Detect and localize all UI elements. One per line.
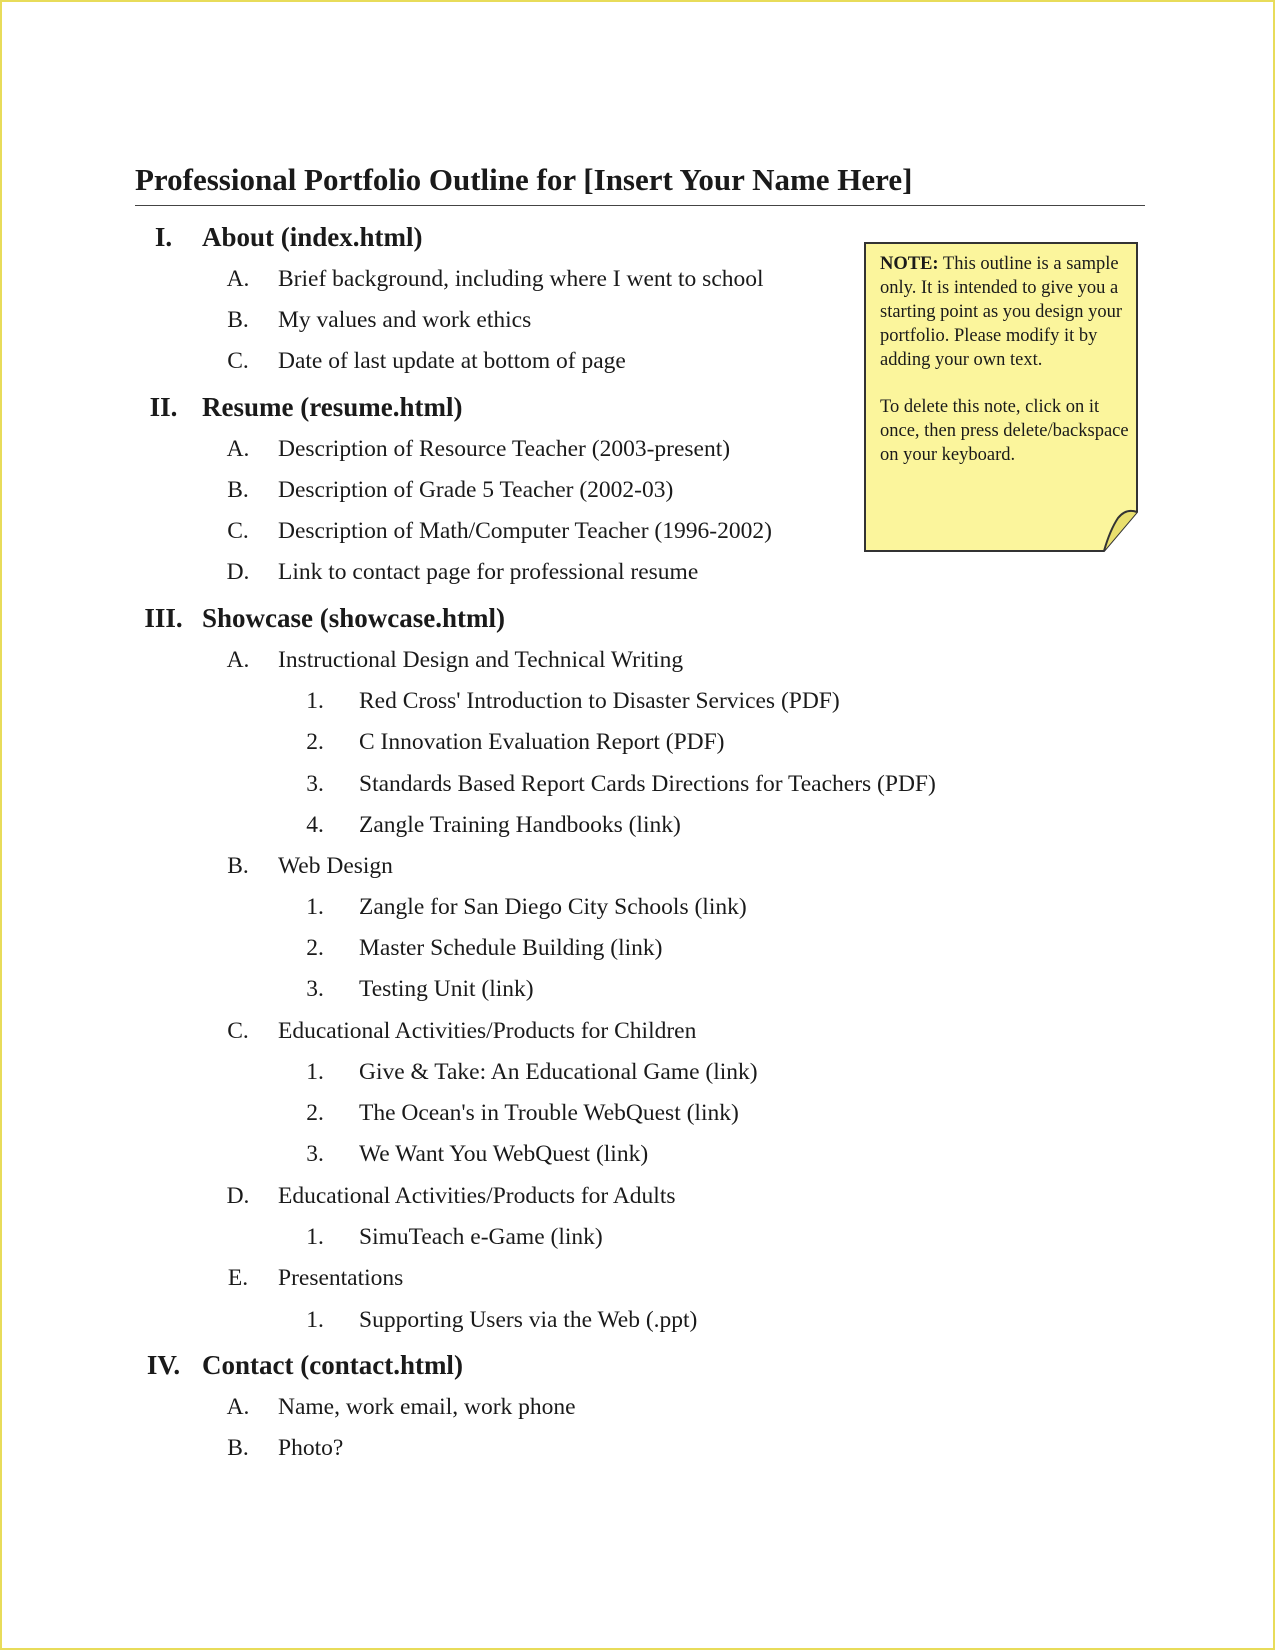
- item-text: Date of last update at bottom of page: [278, 348, 626, 374]
- item-marker: A.: [226, 647, 250, 673]
- title-divider: [135, 205, 1145, 206]
- item-text: My values and work ethics: [278, 307, 532, 333]
- item-marker: B.: [227, 1435, 249, 1461]
- item-marker: D.: [226, 559, 250, 585]
- section-title: Contact (contact.html): [202, 1350, 463, 1380]
- section-title: Resume (resume.html): [202, 392, 463, 422]
- item-marker: 3.: [306, 976, 324, 1002]
- item-text: Description of Math/Computer Teacher (1996-2002): [278, 518, 772, 544]
- item-text: Instructional Design and Technical Writing: [278, 647, 684, 673]
- item-text: Description of Resource Teacher (2003-present): [278, 436, 731, 462]
- item-marker: A.: [226, 1394, 250, 1420]
- item-marker: B.: [227, 307, 249, 333]
- section-marker: II.: [149, 392, 178, 422]
- sticky-note[interactable]: [864, 242, 1138, 552]
- item-marker: 2.: [306, 729, 324, 755]
- item-text: Photo?: [278, 1435, 344, 1461]
- item-text: The Ocean's in Trouble WebQuest (link): [359, 1100, 739, 1126]
- item-text: Link to contact page for professional resume: [278, 559, 699, 585]
- item-text: C Innovation Evaluation Report (PDF): [359, 729, 725, 755]
- item-marker: C.: [227, 1018, 249, 1044]
- page-title: Professional Portfolio Outline for [Insert Your Name Here]: [135, 162, 913, 197]
- item-marker: 3.: [306, 771, 324, 797]
- item-marker: A.: [226, 436, 250, 462]
- item-text: Educational Activities/Products for Children: [278, 1018, 697, 1044]
- item-marker: 4.: [306, 812, 324, 838]
- section-title: About (index.html): [202, 222, 423, 252]
- item-marker: 1.: [306, 1307, 324, 1333]
- item-text: Give & Take: An Educational Game (link): [359, 1059, 758, 1085]
- item-marker: C.: [227, 518, 249, 544]
- item-text: Supporting Users via the Web (.ppt): [359, 1307, 698, 1333]
- note-label: NOTE:: [880, 254, 939, 274]
- note-paragraph-2: To delete this note, click on it once, then press delete/backspace on your keyboard.: [880, 397, 1129, 465]
- item-text: Red Cross' Introduction to Disaster Services (PDF): [359, 688, 840, 714]
- item-text: Master Schedule Building (link): [359, 935, 663, 961]
- item-marker: D.: [226, 1183, 250, 1209]
- section-marker: III.: [144, 603, 183, 633]
- note-body-text: This outline is a sample only. It is intended to give you a starting point as you design your portfolio. Please modify it by adding your own text.: [880, 254, 1123, 370]
- item-text: Standards Based Report Cards Directions for Teachers (PDF): [359, 771, 936, 797]
- item-text: Name, work email, work phone: [278, 1394, 576, 1420]
- item-marker: 1.: [306, 1224, 324, 1250]
- section-marker: IV.: [146, 1350, 181, 1380]
- item-marker: 1.: [306, 688, 324, 714]
- item-marker: C.: [227, 348, 249, 374]
- item-text: Zangle Training Handbooks (link): [359, 812, 681, 838]
- section-marker: I.: [154, 222, 173, 252]
- item-marker: A.: [226, 266, 250, 292]
- item-text: Testing Unit (link): [359, 976, 534, 1002]
- note-paragraph-1: [880, 252, 1130, 372]
- item-text: SimuTeach e-Game (link): [359, 1224, 603, 1250]
- section-title: Showcase (showcase.html): [202, 603, 505, 633]
- item-marker: 2.: [306, 935, 324, 961]
- item-marker: B.: [227, 853, 249, 879]
- item-marker: 1.: [306, 1059, 324, 1085]
- item-text: Presentations: [278, 1265, 404, 1291]
- item-text: We Want You WebQuest (link): [359, 1141, 649, 1167]
- item-marker: B.: [227, 477, 249, 503]
- item-text: Educational Activities/Products for Adults: [278, 1183, 676, 1209]
- item-text: Brief background, including where I went to school: [278, 266, 764, 292]
- sticky-note-text: [880, 252, 1130, 490]
- item-marker: 1.: [306, 894, 324, 920]
- item-text: Description of Grade 5 Teacher (2002-03): [278, 477, 674, 503]
- item-marker: 2.: [306, 1100, 324, 1126]
- item-marker: E.: [227, 1265, 249, 1291]
- item-marker: 3.: [306, 1141, 324, 1167]
- item-text: Zangle for San Diego City Schools (link): [359, 894, 747, 920]
- item-text: Web Design: [278, 853, 393, 879]
